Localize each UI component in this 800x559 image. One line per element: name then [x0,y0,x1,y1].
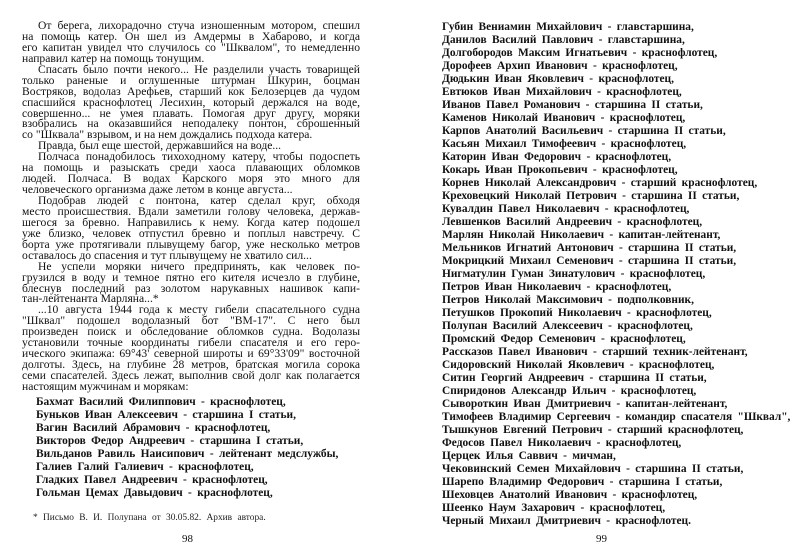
crew-member-entry: Рассказов Павел Иванович - старший техник-лейтенант, [442,345,748,358]
paragraph-line: со "Шквала" взрывом, и на нем дождались подхода катера. [22,128,313,142]
crew-member-entry: Петушков Прокопий Николаевич - краснофлотец, [442,306,712,319]
crew-member-entry: Шарепо Владимир Федорович - старшина I статьи, [442,475,723,488]
crew-member-entry: Петров Иван Николаевич - краснофлотец, [442,280,672,293]
paragraph-line: на помощь и разыскать среди хаоса плавающих обломков [22,161,360,175]
crew-member-entry: Петров Николай Максимович - подполковник, [442,293,694,306]
crew-member-entry: Иванов Павел Романович - старшина II статьи, [442,98,703,111]
crew-member-entry: Корнев Николай Александрович - старший краснофлотец, [442,176,758,189]
page-number-right: 99 [596,533,607,545]
page-number-left: 98 [182,533,193,545]
crew-member-entry: Федосов Павел Николаевич - краснофлотец, [442,436,682,449]
crew-member-entry: Полупан Василий Алексеевич - краснофлотец, [442,319,693,332]
crew-member-entry: Сывороткин Иван Дмитриевич - капитан-лейтенант, [442,397,728,410]
paragraph-line: Спасать было почти некого... Не разделили участь товарищей [38,62,360,76]
crew-member-entry: Промский Федор Семенович - краснофлотец, [442,332,686,345]
paragraph-line: Полчаса понадобилось тихоходному катеру, чтобы подоспеть [38,150,360,164]
paragraph-line: От берега, лихорадочно стуча изношенным мотором, спешил [38,19,360,32]
paragraph-line: семи спасателей. Здесь лежат, выполнив свой долг как полагается [22,369,360,382]
crew-member-entry: Черный Михаил Дмитриевич - краснофлотец. [442,514,691,527]
crew-member-entry: Бахмат Василий Филиппович - краснофлотец, [36,395,286,408]
crew-member-entry: Ситин Георгий Андреевич - старшина II статьи, [442,371,707,384]
crew-member-entry: Гольман Цемах Давыдович - краснофлотец, [36,486,273,499]
crew-member-entry: Тышкунов Евгений Петрович - старший краснофлотец, [442,423,744,436]
paragraph-line: спасшийся краснофлотец Лесихин, который держался на воде, [22,95,360,109]
crew-member-entry: Кокарь Иван Прокопьевич - краснофлотец, [442,163,678,176]
paragraph-line: установили точные координаты гибели спасателя и его геро- [22,336,360,350]
crew-member-entry: Губин Вениамин Михайлович - главстаршина, [442,20,694,33]
paragraph-line: его капитан увидел что случилось со "Шквалом", то немедленно [22,40,360,54]
paragraph-line: произведен поиск и обследование обломков судна. Водолазы [22,325,360,339]
paragraph-line: шегося за бревно. Направились к нему. Когда катер подошел [22,215,360,229]
crew-member-entry: Долгобородов Максим Игнатьевич - краснофлотец, [442,46,718,59]
crew-member-entry: Церцек Илья Саввич - мичман, [442,449,616,462]
paragraph-line: взобрались на оказавшийся неподалеку понтон, сброшенный [22,117,360,131]
crew-member-entry: Марлян Николай Николаевич - капитан-лейтенант, [442,228,721,241]
paragraph-line: человеческого организма даже летом в конце августа... [22,183,293,197]
paragraph-line: грузился в воду и темное пятно его кителя исчезло в глубине, [22,270,360,284]
paragraph-line: Востряков, водолаз Арефьев, старший кок Белозерцев да чудом [22,84,360,98]
crew-member-entry: Буньков Иван Алексеевич - старшина I статьи, [36,408,296,421]
crew-member-entry: Каменов Николай Иванович - краснофлотец, [442,111,686,124]
crew-member-entry: Касьян Михаил Тимофеевич - краснофлотец, [442,137,687,150]
paragraph-line: на помощь катер. Он шел из Амдермы в Хабарово, и когда [22,29,360,43]
crew-member-entry: Спиридонов Александр Ильич - краснофлотец, [442,384,697,397]
crew-member-entry: Чековинский Семен Михайлович - старшина II статьи, [442,462,744,475]
crew-member-entry: Викторов Федор Андреевич - старшина I статьи, [36,434,304,447]
crew-member-entry: Сидоровский Николай Яковлевич - краснофлотец, [442,358,715,371]
crew-member-entry: Мокрицкий Михаил Семенович - старшина II статьи, [442,254,737,267]
body-text [22,21,360,393]
crew-member-entry: Мельников Игнатий Антонович - старшина II статьи, [442,241,737,254]
crew-member-entry: Шеенко Наум Захарович - краснофлотец, [442,501,666,514]
crew-member-entry: Нигматулин Гуман Зинатулович - краснофлотец, [442,267,706,280]
paragraph-line: ...10 августа 1944 года к месту гибели спасательного судна [38,303,360,317]
paragraph-line: Правда, был еще шестой, державшийся на воде... [38,139,282,153]
paragraph-line: только раненые и оглушенные штурман Шкурин, боцман [22,73,360,87]
paragraph-line: блеснув последний раз золотом нарукавных нашивок капи- [22,281,360,295]
paragraph-line: ического экипажа: 69°43' северной широты и 69°33'09" восточной [22,347,360,361]
crew-member-entry: Шеховцев Анатолий Иванович - краснофлотец, [442,488,698,501]
crew-member-entry: Евтюков Иван Михайлович - краснофлотец, [442,85,682,98]
paragraph-line: Не успели моряки ничего предпринять, как человек по- [38,259,360,273]
crew-member-entry: Дорофеев Архип Иванович - краснофлотец, [442,59,678,72]
crew-member-entry: Дюдькин Иван Яковлевич - краснофлотец, [442,72,674,85]
paragraph-line: тан-лейтенанта Марляна...* [22,292,159,306]
paragraph-line: оставалось до спасения и тут плывущему не хватило сил... [22,248,312,262]
paragraph-line: борта уже протягивали плывущему багор, уже несколько метров [22,237,360,251]
crew-member-entry: Галиев Галий Галиевич - краснофлотец, [36,460,254,473]
crew-member-entry: Карпов Анатолий Васильевич - старшина II статьи, [442,124,726,137]
crew-member-entry: Каторин Иван Федорович - краснофлотец, [442,150,672,163]
paragraph-line: настоящим мужчинам и морякам: [22,379,189,393]
crew-member-entry: Креховецкий Николай Петрович - старшина II статьи, [442,189,740,202]
paragraph-line: место происшествия. Вдали заметили голову человека, держав- [22,204,360,218]
right-page [400,0,800,559]
paragraph-line: уже близко, человек отпустил бревно и поплыл навстречу. С [22,226,360,240]
crew-member-entry: Тимофеев Владимир Сергеевич - командир спасателя "Шквал", [442,410,791,423]
paragraph-line: Подобрав людей с понтона, катер сделал круг, обходя [38,194,360,207]
paragraph-line: долготы. Здесь, на глубине 28 метров, братская могила сорока [22,358,360,372]
crew-member-entry: Гладких Павел Андреевич - краснофлотец, [36,473,268,486]
crew-member-entry: Кувалдин Павел Николаевич - краснофлотец, [442,202,690,215]
crew-member-entry: Данилов Василий Павлович - главстаршина, [442,33,685,46]
crew-member-entry: Вагин Василий Абрамович - краснофлотец, [36,421,271,434]
paragraph-line: совершенно... не умея плавать. Помогая друг другу, моряки [22,106,360,120]
crew-list-left [36,396,338,500]
footnote: * Письмо В. И. Полупана от 30.05.82. Архив автора. [33,513,266,523]
paragraph-line: людей. Полчаса. В водах Карского моря это много для [22,172,360,186]
crew-list-right [442,21,790,528]
crew-member-entry: Левшенков Василий Андреевич - краснофлотец, [442,215,703,228]
paragraph-line: направил катер на помощь тонущим. [22,51,205,65]
paragraph-line: "Шквал" подошел водолазный бот "ВМ-17". С него был [22,314,360,328]
crew-member-entry: Вильданов Равиль Наисипович - лейтенант медслужбы, [36,447,339,460]
